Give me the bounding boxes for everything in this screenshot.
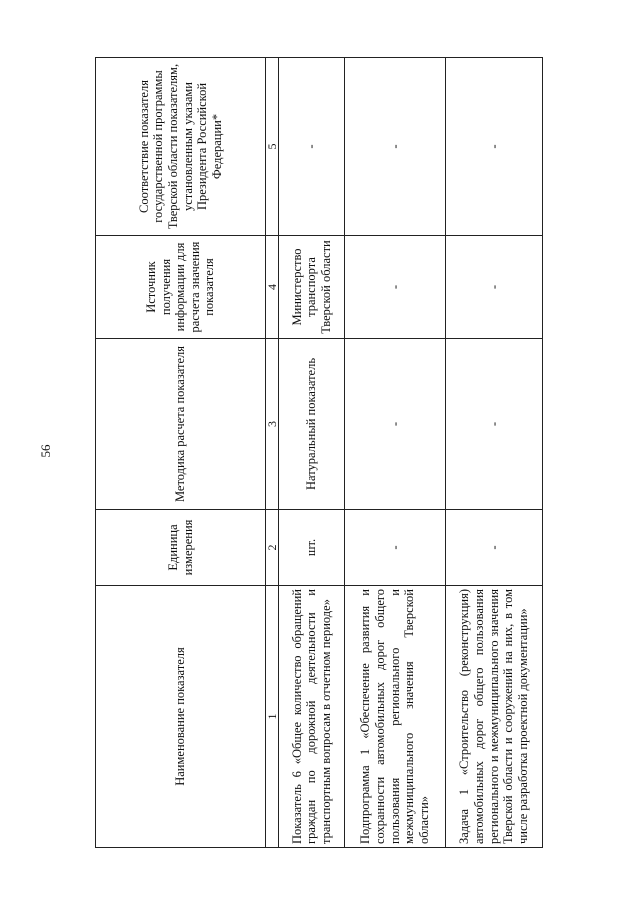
column-number: 5 xyxy=(266,58,279,236)
column-number: 1 xyxy=(266,586,279,848)
cell-indicator-name: Задача 1 «Строительство (реконструкция) автомобильных дорог общего пользования регионального и межмуниципального значения Тверской области и сооружений на них, в том числе разработка проектной документации» xyxy=(446,586,543,848)
cell-source: Министерство транспорта Тверской области xyxy=(279,236,345,339)
column-number: 3 xyxy=(266,339,279,510)
table-row xyxy=(279,58,345,848)
cell-unit: - xyxy=(446,510,543,586)
cell-unit: шт. xyxy=(279,510,345,586)
cell-unit: - xyxy=(345,510,446,586)
table-container xyxy=(95,58,543,848)
cell-source: - xyxy=(446,236,543,339)
cell-indicator-name: Показатель 6 «Общее количество обращений граждан по дорожной деятельности и транспортным вопросам в отчетном периоде» xyxy=(279,586,345,848)
header-compliance: Соответствие показателя государственной программы Тверской области показателям, установленным указами Президента Российской Федерации* xyxy=(96,58,266,236)
header-source: Источник получения информации для расчета значения показателя xyxy=(96,236,266,339)
column-number: 4 xyxy=(266,236,279,339)
cell-method: Натуральный показатель xyxy=(279,339,345,510)
header-unit: Единица измерения xyxy=(96,510,266,586)
table-row xyxy=(345,58,446,848)
indicators-table xyxy=(95,57,543,848)
cell-source: - xyxy=(345,236,446,339)
cell-method: - xyxy=(446,339,543,510)
table-row xyxy=(446,58,543,848)
rotated-table-area xyxy=(95,58,543,848)
cell-compliance: - xyxy=(345,58,446,236)
header-indicator-name: Наименование показателя xyxy=(96,586,266,848)
column-numbers-row xyxy=(266,58,279,848)
column-number: 2 xyxy=(266,510,279,586)
cell-compliance: - xyxy=(279,58,345,236)
header-method: Методика расчета показателя xyxy=(96,339,266,510)
cell-indicator-name: Подпрограмма 1 «Обеспечение развития и сохранности автомобильных дорог общего пользования регионального и межмуниципального значения Тверской области» xyxy=(345,586,446,848)
cell-method: - xyxy=(345,339,446,510)
cell-compliance: - xyxy=(446,58,543,236)
page-number: 56 xyxy=(38,444,53,458)
table-header-row xyxy=(96,58,266,848)
